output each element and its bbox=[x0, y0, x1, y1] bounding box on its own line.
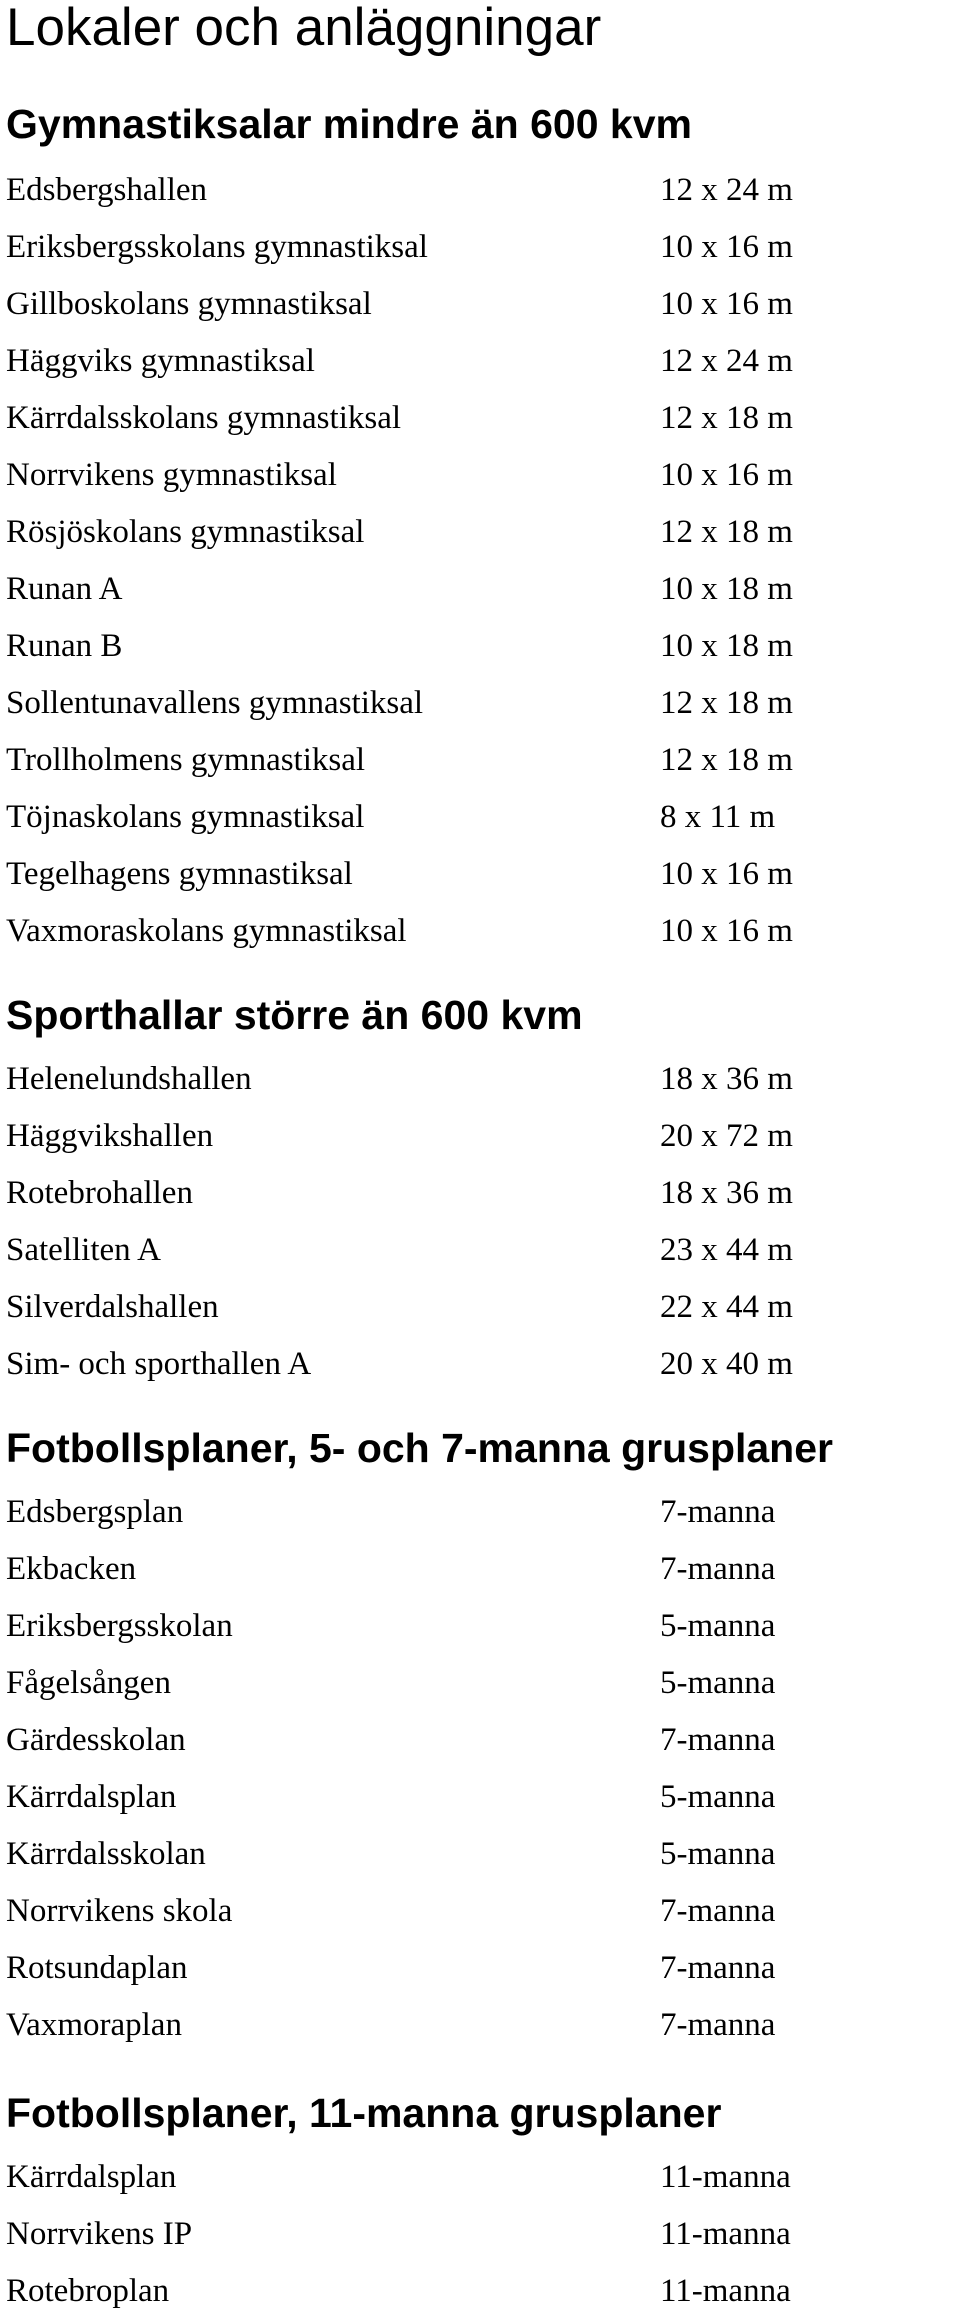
facility-size: 7-manna bbox=[660, 1893, 776, 1929]
facility-size: 12 x 18 m bbox=[660, 742, 793, 778]
facility-size: 12 x 18 m bbox=[660, 685, 793, 721]
list-item bbox=[0, 1769, 960, 1826]
list-item bbox=[0, 1336, 960, 1393]
list-item bbox=[0, 561, 960, 618]
facility-size: 5-manna bbox=[660, 1665, 776, 1701]
facility-name: Sim- och sporthallen A bbox=[6, 1346, 312, 1382]
list-item bbox=[0, 732, 960, 789]
list-item bbox=[0, 447, 960, 504]
list-item bbox=[0, 675, 960, 732]
list-item bbox=[0, 1541, 960, 1598]
facility-name: Runan B bbox=[6, 628, 123, 664]
list-item bbox=[0, 2206, 960, 2263]
facility-size: 18 x 36 m bbox=[660, 1175, 793, 1211]
facility-name: Helenelundshallen bbox=[6, 1061, 252, 1097]
list-item bbox=[0, 1051, 960, 1108]
facility-size: 10 x 16 m bbox=[660, 286, 793, 322]
facility-name: Ekbacken bbox=[6, 1551, 137, 1587]
section-heading: Fotbollsplaner, 11-manna grusplaner bbox=[6, 2090, 722, 2136]
facility-size: 18 x 36 m bbox=[660, 1061, 793, 1097]
list-item bbox=[0, 1222, 960, 1279]
facility-size: 10 x 18 m bbox=[660, 571, 793, 607]
section-heading: Sporthallar större än 600 kvm bbox=[6, 992, 583, 1038]
facility-list bbox=[0, 1051, 960, 1393]
facility-name: Silverdalshallen bbox=[6, 1289, 219, 1325]
facility-name: Vaxmoraplan bbox=[6, 2007, 182, 2043]
facility-size: 10 x 16 m bbox=[660, 229, 793, 265]
list-item bbox=[0, 1655, 960, 1712]
list-item bbox=[0, 504, 960, 561]
list-item bbox=[0, 276, 960, 333]
facility-size: 8 x 11 m bbox=[660, 799, 776, 835]
facility-size: 12 x 24 m bbox=[660, 343, 793, 379]
facility-size: 20 x 40 m bbox=[660, 1346, 793, 1382]
facility-name: Rotebrohallen bbox=[6, 1175, 193, 1211]
list-item bbox=[0, 1279, 960, 1336]
list-item bbox=[0, 1712, 960, 1769]
facility-name: Eriksbergsskolan bbox=[6, 1608, 233, 1644]
list-item bbox=[0, 618, 960, 675]
facility-name: Kärrdalsplan bbox=[6, 2159, 177, 2195]
list-item bbox=[0, 1883, 960, 1940]
facility-size: 12 x 18 m bbox=[660, 514, 793, 550]
facility-name: Gillboskolans gymnastiksal bbox=[6, 286, 372, 322]
facility-size: 7-manna bbox=[660, 1950, 776, 1986]
facility-name: Tegelhagens gymnastiksal bbox=[6, 856, 353, 892]
facility-name: Edsbergsplan bbox=[6, 1494, 184, 1530]
facility-size: 20 x 72 m bbox=[660, 1118, 793, 1154]
facility-name: Sollentunavallens gymnastiksal bbox=[6, 685, 424, 721]
facility-name: Kärrdalsplan bbox=[6, 1779, 177, 1815]
facility-name: Edsbergshallen bbox=[6, 172, 208, 208]
facility-name: Trollholmens gymnastiksal bbox=[6, 742, 366, 778]
list-item bbox=[0, 390, 960, 447]
facility-size: 7-manna bbox=[660, 1494, 776, 1530]
facility-name: Kärrdalsskolans gymnastiksal bbox=[6, 400, 402, 436]
list-item bbox=[0, 1165, 960, 1222]
list-item bbox=[0, 1108, 960, 1165]
page-title: Lokaler och anläggningar bbox=[6, 0, 602, 57]
facility-size: 10 x 16 m bbox=[660, 457, 793, 493]
facility-size: 10 x 18 m bbox=[660, 628, 793, 664]
facility-name: Fågelsången bbox=[6, 1665, 171, 1701]
facility-list bbox=[0, 162, 960, 960]
facility-size: 5-manna bbox=[660, 1779, 776, 1815]
facility-size: 22 x 44 m bbox=[660, 1289, 793, 1325]
list-item bbox=[0, 1598, 960, 1655]
facility-size: 7-manna bbox=[660, 1722, 776, 1758]
facility-name: Häggviks gymnastiksal bbox=[6, 343, 315, 379]
facility-name: Rösjöskolans gymnastiksal bbox=[6, 514, 365, 550]
facility-size: 11-manna bbox=[660, 2159, 791, 2195]
facility-size: 5-manna bbox=[660, 1836, 776, 1872]
facility-list bbox=[0, 2149, 960, 2320]
facility-size: 5-manna bbox=[660, 1608, 776, 1644]
facility-name: Kärrdalsskolan bbox=[6, 1836, 206, 1872]
list-item bbox=[0, 162, 960, 219]
facility-name: Satelliten A bbox=[6, 1232, 161, 1268]
section-heading: Fotbollsplaner, 5- och 7-manna grusplaner bbox=[6, 1425, 833, 1471]
facility-name: Töjnaskolans gymnastiksal bbox=[6, 799, 365, 835]
facility-name: Runan A bbox=[6, 571, 123, 607]
facility-size: 7-manna bbox=[660, 1551, 776, 1587]
list-item bbox=[0, 1484, 960, 1541]
list-item bbox=[0, 1940, 960, 1997]
section-heading: Gymnastiksalar mindre än 600 kvm bbox=[6, 101, 692, 147]
facility-name: Vaxmoraskolans gymnastiksal bbox=[6, 913, 407, 949]
facility-size: 11-manna bbox=[660, 2273, 791, 2309]
list-item bbox=[0, 219, 960, 276]
list-item bbox=[0, 1826, 960, 1883]
facility-size: 10 x 16 m bbox=[660, 913, 793, 949]
facility-size: 23 x 44 m bbox=[660, 1232, 793, 1268]
facility-size: 12 x 24 m bbox=[660, 172, 793, 208]
facility-size: 12 x 18 m bbox=[660, 400, 793, 436]
facility-size: 10 x 16 m bbox=[660, 856, 793, 892]
facility-name: Rotebroplan bbox=[6, 2273, 170, 2309]
facility-name: Häggvikshallen bbox=[6, 1118, 214, 1154]
facility-size: 11-manna bbox=[660, 2216, 791, 2252]
list-item bbox=[0, 333, 960, 390]
facility-size: 7-manna bbox=[660, 2007, 776, 2043]
facility-name: Rotsundaplan bbox=[6, 1950, 188, 1986]
facility-name: Norrvikens skola bbox=[6, 1893, 233, 1929]
list-item bbox=[0, 846, 960, 903]
facility-list bbox=[0, 1484, 960, 2054]
facility-name: Eriksbergsskolans gymnastiksal bbox=[6, 229, 428, 265]
facility-name: Norrvikens IP bbox=[6, 2216, 193, 2252]
facility-name: Norrvikens gymnastiksal bbox=[6, 457, 337, 493]
list-item bbox=[0, 903, 960, 960]
list-item bbox=[0, 2263, 960, 2320]
facility-name: Gärdesskolan bbox=[6, 1722, 186, 1758]
list-item bbox=[0, 789, 960, 846]
list-item bbox=[0, 1997, 960, 2054]
list-item bbox=[0, 2149, 960, 2206]
